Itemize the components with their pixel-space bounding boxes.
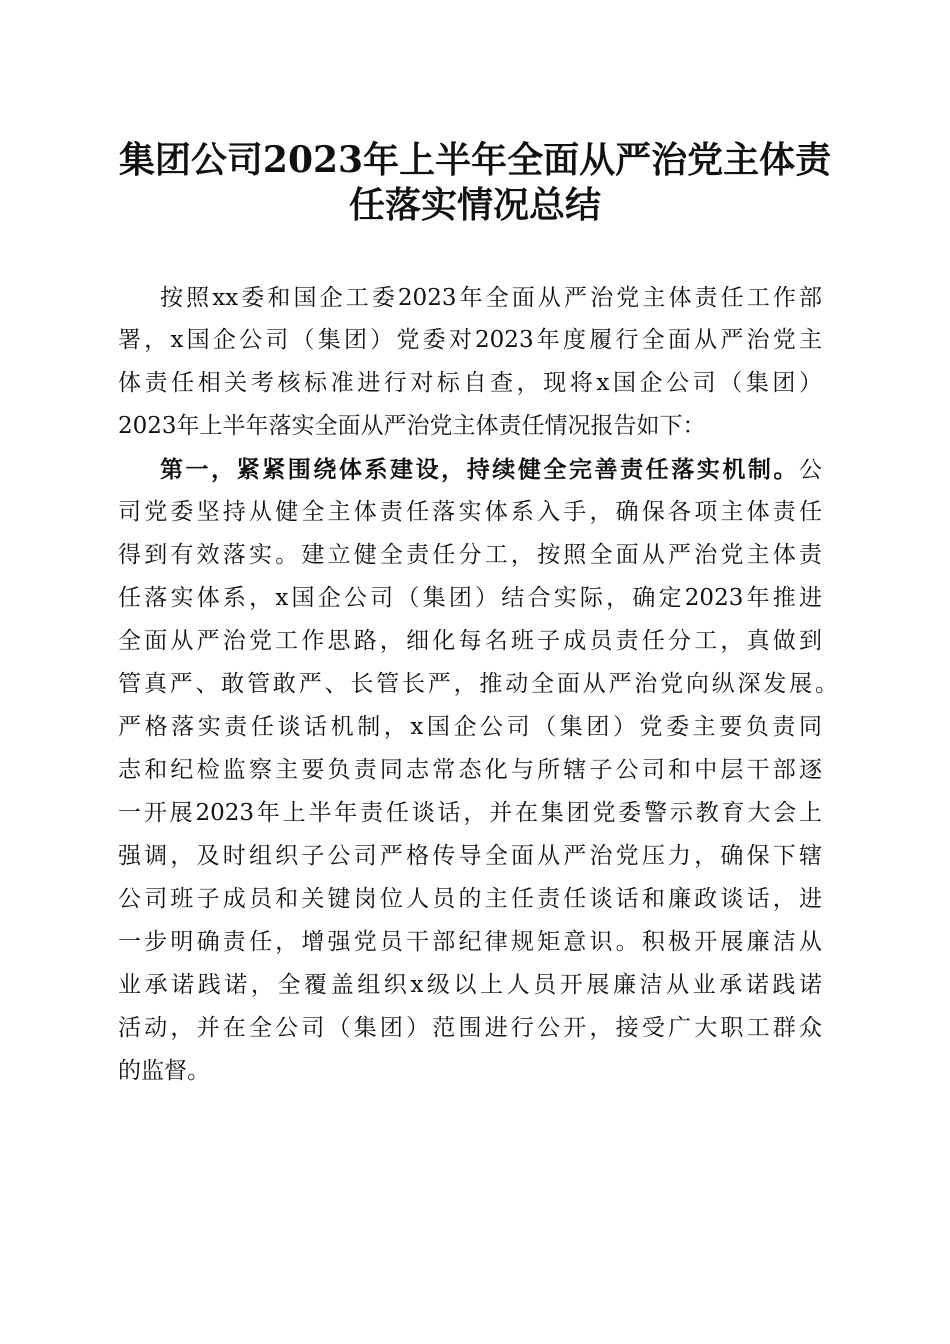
text-line: 严格落实责任谈话机制，x国企公司（集团）党委主要负责同 [118,714,822,740]
text-line: 任落实体系，x国企公司（集团）结合实际，确定2023年推进 [118,585,822,611]
document-title-line-1: 集团公司2023年上半年全面从严治党主体责 [118,139,832,181]
text-line: 体责任相关考核标准进行对标自查，现将x国企公司（集团） [118,370,822,396]
text-line [160,455,822,485]
text-line: 活动，并在全公司（集团）范围进行公开，接受广大职工群众 [118,1015,822,1041]
text-line: 2023年上半年落实全面从严治党主体责任情况报告如下： [118,413,706,439]
document-title-line-2: 任落实情况总结 [348,184,601,226]
text-line: 公司班子成员和关键岗位人员的主任责任谈话和廉政谈话，进 [118,886,822,912]
text-line: 强调，及时组织子公司严格传导全面从严治党压力，确保下辖 [118,843,822,869]
text-line: 的监督。 [118,1058,210,1084]
text-line: 得到有效落实。建立健全责任分工，按照全面从严治党主体责 [118,542,822,568]
text-line: 署，x国企公司（集团）党委对2023年度履行全面从严治党主 [118,327,822,353]
text-line: 管真严、敢管敢严、长管长严，推动全面从严治党向纵深发展。 [118,671,838,697]
text-line: 一步明确责任，增强党员干部纪律规矩意识。积极开展廉洁从 [118,929,822,955]
text-line: 全面从严治党工作思路，细化每名班子成员责任分工，真做到 [118,628,822,654]
text-line: 按照xx委和国企工委2023年全面从严治党主体责任工作部 [160,285,822,311]
text-line: 司党委坚持从健全主体责任落实体系入手，确保各项主体责任 [118,499,822,525]
text-line: 志和纪检监察主要负责同志常态化与所辖子公司和中层干部逐 [118,757,822,783]
text-line: 一开展2023年上半年责任谈话，并在集团党委警示教育大会上 [118,800,822,826]
text-fragment: 公 [799,457,822,483]
text-line: 业承诺践诺，全覆盖组织x级以上人员开展廉洁从业承诺践诺 [118,972,822,998]
section-heading: 第一，紧紧围绕体系建设，持续健全完善责任落实机制。 [160,456,799,483]
